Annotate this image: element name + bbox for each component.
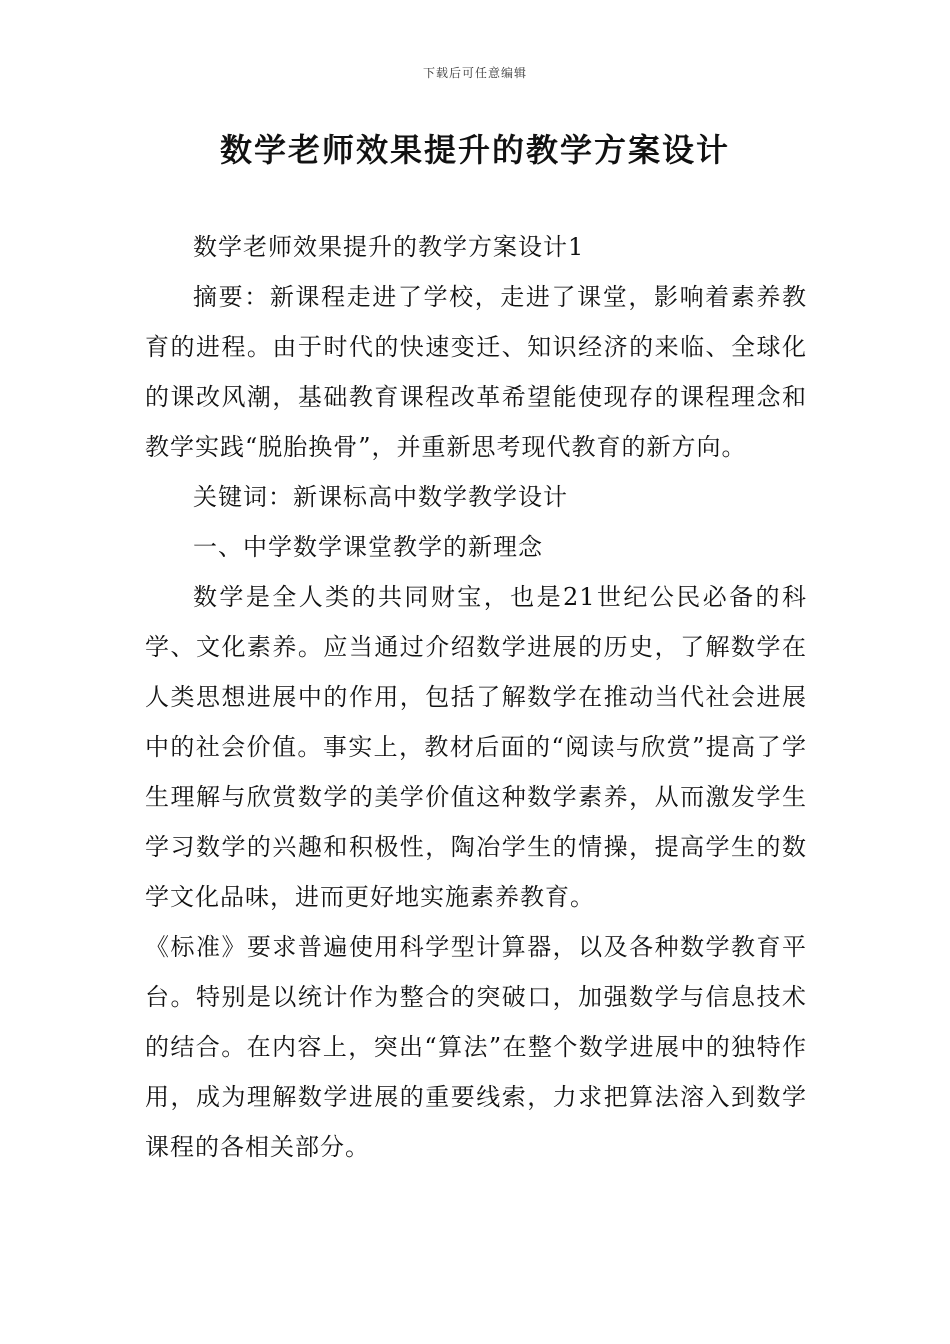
header-note: 下载后可任意编辑 [422,66,527,80]
document-title: 数学老师效果提升的教学方案设计 [219,131,730,169]
paragraph-keywords: 关键词：新课标高中数学教学设计 [193,483,568,511]
section-subtitle: 数学老师效果提升的教学方案设计1 [193,233,585,261]
paragraph-body-1: 数学是全人类的共同财宝，也是21世纪公民必备的科学、文化素养。应当通过介绍数学进展的历史，了解数学在人类思想进展中的作用，包括了解数学在推动当代社会进展中的社会价值。事实上，教材后面的“阅读与欣赏”提高了学生理解与欣赏数学的美学价值这种数学素养，从而激发学生学习数学的兴趣和积极性，陶冶学生的情操，提高学生的数学文化品味，进而更好地实施素养教育。 [145,583,807,911]
paragraph-body-2: 《标准》要求普遍使用科学型计算器，以及各种数学教育平台。特别是以统计作为整合的突破口，加强数学与信息技术的结合。在内容上，突出“算法”在整个数学进展中的独特作用，成为理解数学进展的重要线索，力求把算法溶入到数学课程的各相关部分。 [145,933,807,1161]
document-body [145,222,807,1172]
paragraph-abstract: 摘要：新课程走进了学校，走进了课堂，影响着素养教育的进程。由于时代的快速变迁、知识经济的来临、全球化的课改风潮，基础教育课程改革希望能使现存的课程理念和教学实践“脱胎换骨”，并重新思考现代教育的新方向。 [145,283,807,461]
section-heading-1: 一、中学数学课堂教学的新理念 [193,533,543,561]
